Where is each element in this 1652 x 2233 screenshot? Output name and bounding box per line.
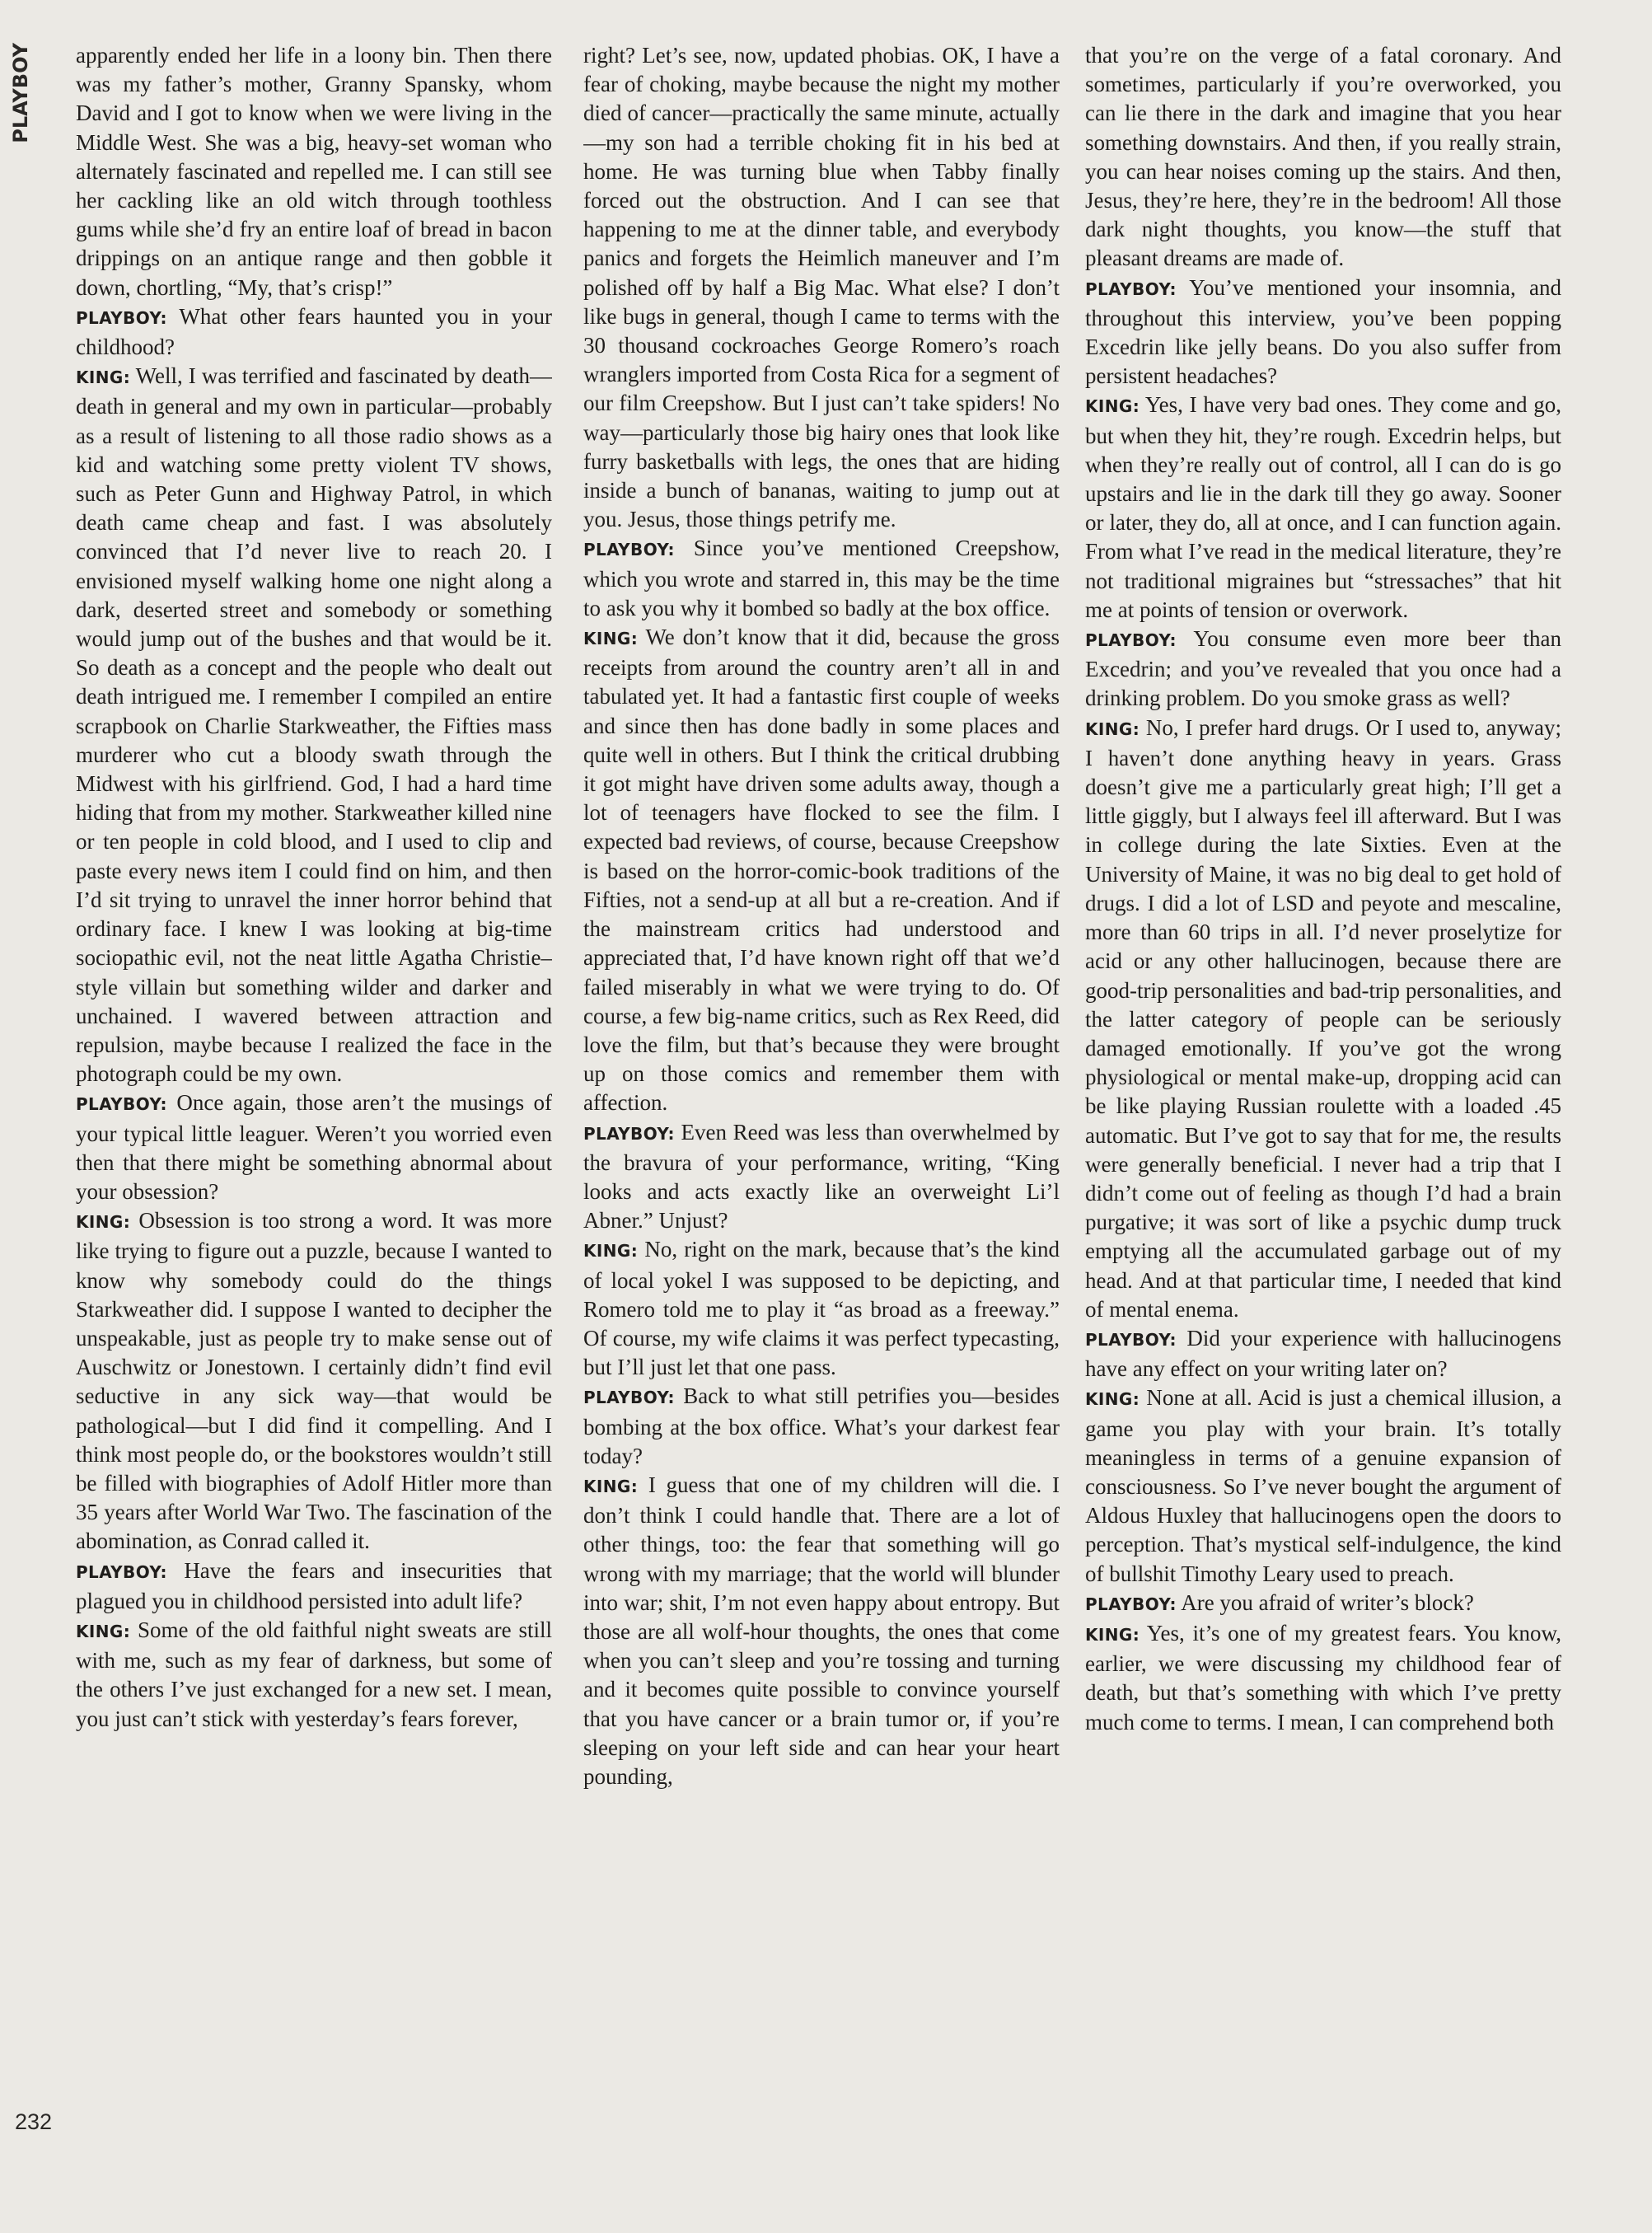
- paragraph: PLAYBOY: You’ve mentioned your insomnia, and throughout this interview, you’ve been popping Excedrin like jelly beans. Do you also suffer from persistent headaches?: [1085, 274, 1561, 389]
- column-2: [583, 41, 1060, 2159]
- paragraph: PLAYBOY: Back to what still petrifies you—besides bombing at the box office. What’s your darkest fear today?: [583, 1383, 1060, 1468]
- column-1: [76, 41, 552, 2159]
- paragraph: that you’re on the verge of a fatal coronary. And sometimes, particularly if you’re overworked, you can lie there in the dark and imagine that you hear something downstairs. And then, if you really strain, you can hear noises coming up the stairs. And then, Jesus, they’re here, they’re in the bedroom! All those dark night thoughts, you know—the stuff that pleasant dreams are made of.: [1085, 43, 1561, 271]
- paragraph: PLAYBOY: Are you afraid of writer’s block?: [1085, 1589, 1474, 1615]
- page-number: 232: [15, 2109, 53, 2134]
- paragraph: PLAYBOY: Did your experience with hallucinogens have any effect on your writing later on?: [1085, 1325, 1561, 1382]
- column-3: [1085, 41, 1561, 2159]
- speaker-label: PLAYBOY:: [76, 1094, 167, 1115]
- running-head: PLAYBOY: [9, 43, 32, 143]
- paragraph: KING: No, right on the mark, because that’s the kind of local yokel I was supposed to be depicting, and Romero told me to play it “as broad as a freeway.” Of course, my wife claims it was perfect typecasting, but I’ll just let that one pass.: [583, 1237, 1060, 1380]
- paragraph: KING: None at all. Acid is just a chemical illusion, a game you play with your brain. It’s totally meaningless in terms of a genuine expansion of consciousness. So I’ve never bought the argument of Aldous Huxley that hallucinogens open the doors to perception. That’s mystical self-indulgence, the kind of bullshit Timothy Leary used to preach.: [1085, 1385, 1561, 1586]
- speaker-label: KING:: [1085, 396, 1140, 417]
- speaker-label: KING:: [76, 1621, 131, 1641]
- speaker-label: PLAYBOY:: [1085, 630, 1177, 651]
- paragraph: apparently ended her life in a loony bin. Then there was my father’s mother, Granny Spansky, whom David and I got to know when we were living in the Middle West. She was a big, heavy-set woman who alternately fascinated and repelled me. I can still see her cackling like an old witch through toothless gums while she’d fry an entire loaf of bread in bacon drippings on an antique range and then gobble it down, chortling, “My, that’s crisp!”: [76, 43, 552, 300]
- speaker-label: PLAYBOY:: [76, 1561, 167, 1582]
- paragraph: PLAYBOY: What other fears haunted you in your childhood?: [76, 303, 552, 360]
- speaker-label: PLAYBOY:: [583, 1123, 675, 1144]
- paragraph: PLAYBOY: Even Reed was less than overwhelmed by the bravura of your performance, writing, “King looks and acts exactly like an overweight Li’l Abner.” Unjust?: [583, 1119, 1060, 1234]
- speaker-label: KING:: [1085, 1624, 1140, 1645]
- speaker-label: KING:: [1085, 719, 1140, 739]
- speaker-label: PLAYBOY:: [1085, 279, 1177, 299]
- paragraph: KING: I guess that one of my children will die. I don’t think I could handle that. There are a lot of other things, too: the fear that something will go wrong with my marriage; that the world will blunder into war; shit, I’m not even happy about entropy. But those are all wolf-hour thoughts, the ones that come when you can’t sleep and you’re tossing and turning and it becomes quite possible to convince yourself that you have cancer or a brain tumor or, if you’re sleeping on your left side and can hear your heart pounding,: [583, 1472, 1060, 1789]
- speaker-label: PLAYBOY:: [76, 307, 167, 328]
- paragraph: KING: Some of the old faithful night sweats are still with me, such as my fear of darkness, but some of the others I’ve just exchanged for a new set. I mean, you just can’t stick with yesterday’s fears forever,: [76, 1617, 552, 1731]
- speaker-label: KING:: [76, 1212, 131, 1233]
- paragraph: KING: Obsession is too strong a word. It was more like trying to figure out a puzzle, because I wanted to know why somebody could do the things Starkweather did. I suppose I wanted to decipher the unspeakable, just as people try to make sense out of Auschwitz or Jonestown. I certainly didn’t find evil seductive in any sick way—that would be pathological—but I did find it compelling. And I think most people do, or the bookstores wouldn’t still be filled with biographies of Adolf Hitler more than 35 years after World War Two. The fascination of the abomination, as Conrad called it.: [76, 1208, 552, 1554]
- article-body: [76, 41, 1559, 2159]
- paragraph: KING: Yes, it’s one of my greatest fears. You know, earlier, we were discussing my childhood fear of death, but that’s something with which I’ve pretty much come to terms. I mean, I can comprehend both: [1085, 1620, 1561, 1734]
- speaker-label: KING:: [1085, 1389, 1140, 1410]
- speaker-label: PLAYBOY:: [1085, 1594, 1177, 1614]
- paragraph: KING: We don’t know that it did, because the gross receipts from around the country aren’t all in and tabulated yet. It had a fantastic first couple of weeks and since then has done badly in some places and quite well in others. But I think the critical drubbing it got might have driven some adults away, though a lot of teenagers have flocked to see the film. I expected bad reviews, of course, because Creepshow is based on the horror-comic-book traditions of the Fifties, not a send-up at all but a re-creation. And if the mainstream critics had understood and appreciated that, I’d have known right off that we’d failed miserably in what we were trying to do. Of course, a few big-name critics, such as Rex Reed, did love the film, but that’s because they were brought up on those comics and remember them with affection.: [583, 625, 1060, 1116]
- speaker-label: KING:: [583, 1476, 639, 1496]
- paragraph: PLAYBOY: Once again, those aren’t the musings of your typical little leaguer. Weren’t you worried even then that there might be something abnormal about your obsession?: [76, 1090, 552, 1204]
- speaker-label: PLAYBOY:: [1085, 1329, 1177, 1350]
- paragraph: PLAYBOY: Have the fears and insecurities that plagued you in childhood persisted into adult life?: [76, 1557, 552, 1613]
- paragraph: PLAYBOY: You consume even more beer than Excedrin; and you’ve revealed that you once had a drinking problem. Do you smoke grass as well?: [1085, 626, 1561, 711]
- speaker-label: KING:: [583, 1241, 639, 1262]
- speaker-label: KING:: [76, 367, 131, 388]
- paragraph: KING: Well, I was terrified and fascinated by death—death in general and my own in particular—probably as a result of listening to all those radio shows as a kid and watching some pretty violent TV shows, such as Peter Gunn and Highway Patrol, in which death came cheap and fast. I was absolutely convinced that I’d never live to reach 20. I envisioned myself walking home one night along a dark, deserted street and somebody or something would jump out of the bushes and that would be it. So death as a concept and the people who dealt out death intrigued me. I remember I compiled an entire scrapbook on Charlie Starkweather, the Fifties mass murderer who cut a bloody swath through the Midwest with his girlfriend. God, I had a hard time hiding that from my mother. Starkweather killed nine or ten people in cold blood, and I used to clip and paste every news item I could find on him, and then I’d sit trying to unravel the inner horror behind that ordinary face. I knew I was looking at big-time sociopathic evil, not the neat little Agatha Christie–style villain but something wilder and darker and unchained. I wavered between attraction and repulsion, maybe because I realized the face in the photograph could be my own.: [76, 363, 552, 1087]
- speaker-label: PLAYBOY:: [583, 1388, 675, 1408]
- paragraph: KING: Yes, I have very bad ones. They come and go, but when they hit, they’re rough. Excedrin helps, but when they’re really out of control, all I can do is go upstairs and lie in the dark till they go away. Sooner or later, they do, all at once, and I can function again. From what I’ve read in the medical literature, they’re not traditional migraines but “stressaches” that hit me at points of tension or overwork.: [1085, 392, 1561, 622]
- paragraph: PLAYBOY: Since you’ve mentioned Creepshow, which you wrote and starred in, this may be the time to ask you why it bombed so badly at the box office.: [583, 536, 1060, 620]
- speaker-label: PLAYBOY:: [583, 540, 675, 560]
- paragraph: right? Let’s see, now, updated phobias. OK, I have a fear of choking, maybe because the night my mother died of cancer—practically the same minute, actually—my son had a terrible choking fit in his bed at home. He was turning blue when Tabby finally forced out the obstruction. And I can see that happening to me at the dinner table, and everybody panics and forgets the Heimlich maneuver and I’m polished off by half a Big Mac. What else? I don’t like bugs in general, though I came to terms with the 30 thousand cockroaches George Romero’s roach wranglers imported from Costa Rica for a segment of our film Creepshow. But I just can’t take spiders! No way—particularly those big hairy ones that look like furry basketballs with legs, the ones that are hiding inside a bunch of bananas, waiting to jump out at you. Jesus, those things petrify me.: [583, 43, 1060, 532]
- paragraph: KING: No, I prefer hard drugs. Or I used to, anyway; I haven’t done anything heavy in years. Grass doesn’t give me a particularly great high; I’ll get a little giggly, but I always feel ill afterward. But I was in college during the late Sixties. Even at the University of Maine, it was no big deal to get hold of drugs. I did a lot of LSD and peyote and mescaline, more than 60 trips in all. I’d never proselytize for acid or any other hallucinogen, because there are good-trip personalities and bad-trip personalities, and the latter category of people can be seriously damaged emotionally. If you’ve got the wrong physiological or mental make-up, dropping acid can be like playing Russian roulette with a loaded .45 automatic. But I’ve got to say that for me, the results were generally beneficial. I never had a trip that I didn’t come out of feeling as though I’d had a brain purgative; it was sort of like a psychic dump truck emptying all the accumulated garbage out of my head. And at that particular time, I needed that kind of mental enema.: [1085, 714, 1561, 1322]
- speaker-label: KING:: [583, 629, 639, 649]
